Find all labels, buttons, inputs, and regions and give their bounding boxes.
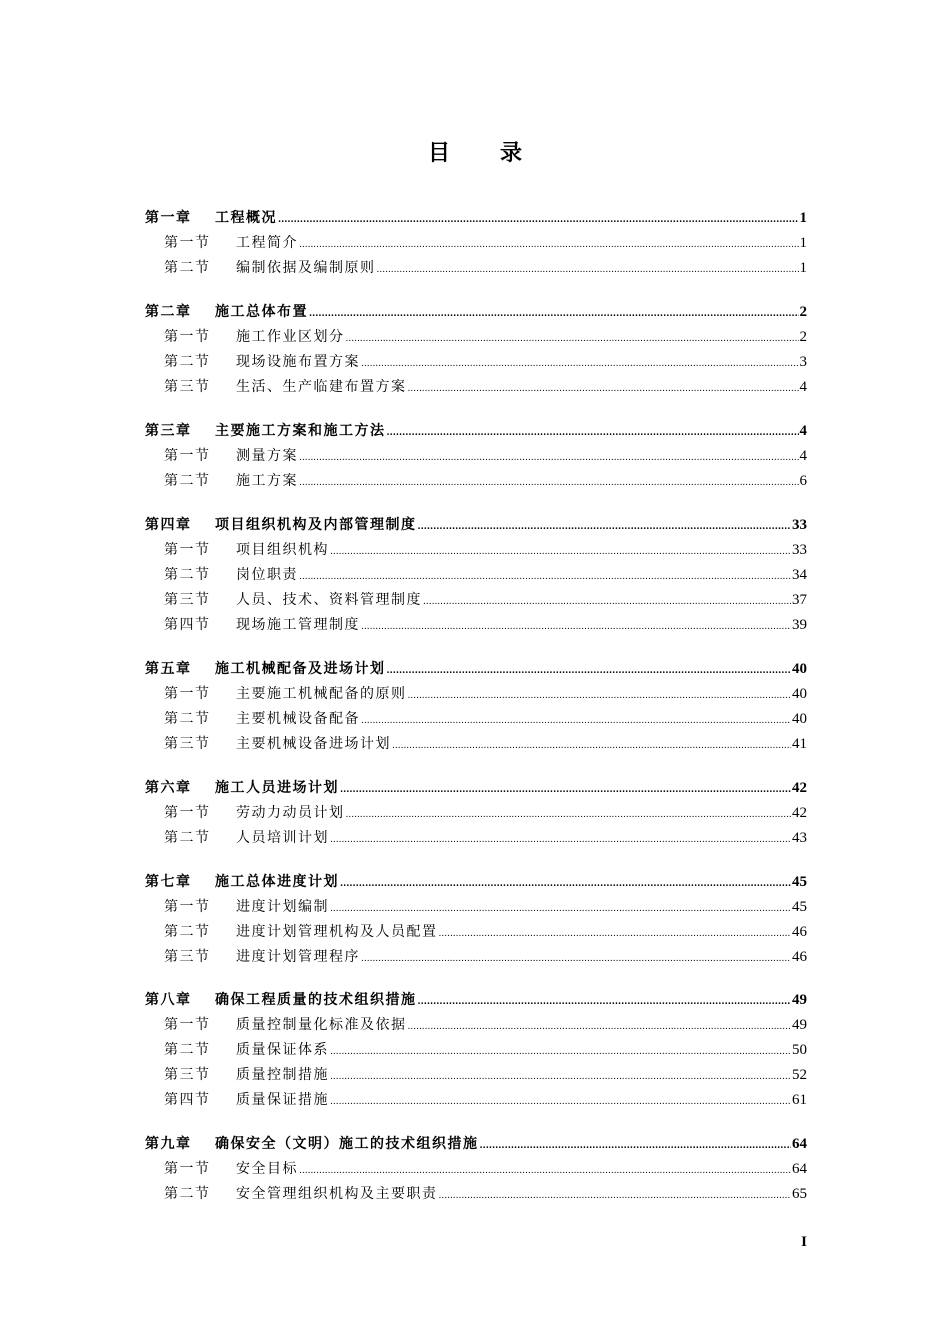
toc-chapter bbox=[145, 206, 807, 281]
section-number: 第一节 bbox=[164, 686, 211, 702]
page-number: 65 bbox=[792, 1186, 807, 1202]
toc-chapter-entry[interactable] bbox=[145, 870, 807, 895]
section-number: 第二节 bbox=[164, 473, 211, 489]
page-number: 64 bbox=[792, 1161, 807, 1177]
section-title: 安全目标 bbox=[236, 1161, 298, 1177]
section-title: 主要机械设备配备 bbox=[236, 711, 360, 727]
dot-leader bbox=[408, 377, 799, 402]
dot-leader bbox=[299, 565, 791, 590]
page-number: 52 bbox=[792, 1067, 807, 1083]
section-number: 第三节 bbox=[164, 379, 211, 395]
page-number: 1 bbox=[799, 235, 807, 251]
dot-leader bbox=[408, 684, 792, 709]
toc-chapter-entry[interactable] bbox=[145, 1132, 807, 1157]
dot-leader bbox=[330, 540, 791, 565]
page-number: 46 bbox=[792, 924, 807, 940]
toc-section-entry[interactable] bbox=[145, 826, 807, 851]
chapter-number: 第九章 bbox=[145, 1136, 192, 1152]
section-title: 质量保证体系 bbox=[236, 1042, 329, 1058]
section-title: 岗位职责 bbox=[236, 567, 298, 583]
chapter-title: 项目组织机构及内部管理制度 bbox=[215, 517, 417, 533]
section-number: 第一节 bbox=[164, 1017, 211, 1033]
page-number: 4 bbox=[799, 423, 807, 439]
page-number: 2 bbox=[799, 329, 807, 345]
section-number: 第二节 bbox=[164, 924, 211, 940]
section-title: 施工方案 bbox=[236, 473, 298, 489]
dot-leader bbox=[387, 659, 792, 684]
page-number: 45 bbox=[792, 899, 807, 915]
dot-leader bbox=[299, 1159, 791, 1184]
dot-leader bbox=[418, 515, 792, 540]
page-number: 42 bbox=[792, 805, 807, 821]
dot-leader bbox=[387, 421, 799, 446]
page-number: 2 bbox=[799, 304, 807, 320]
page-number: 3 bbox=[799, 354, 807, 370]
toc-section-entry[interactable] bbox=[145, 945, 807, 970]
dot-leader bbox=[346, 327, 799, 352]
chapter-title: 施工总体进度计划 bbox=[215, 874, 339, 890]
toc-section-entry[interactable] bbox=[145, 895, 807, 920]
section-title: 劳动力动员计划 bbox=[236, 805, 345, 821]
dot-leader bbox=[299, 233, 799, 258]
dot-leader bbox=[346, 803, 792, 828]
chapter-title: 施工人员进场计划 bbox=[215, 780, 339, 796]
chapter-number: 第二章 bbox=[145, 304, 192, 320]
chapter-number: 第八章 bbox=[145, 992, 192, 1008]
toc-section-entry[interactable] bbox=[145, 801, 807, 826]
chapter-number: 第四章 bbox=[145, 517, 192, 533]
toc-section-entry[interactable] bbox=[145, 1013, 807, 1038]
page-number: 42 bbox=[792, 780, 807, 796]
page-number: 39 bbox=[792, 617, 807, 633]
section-title: 进度计划管理程序 bbox=[236, 949, 360, 965]
toc-chapter bbox=[145, 513, 807, 638]
dot-leader bbox=[330, 1090, 791, 1115]
section-number: 第二节 bbox=[164, 1186, 211, 1202]
dot-leader bbox=[361, 709, 791, 734]
toc-section-entry[interactable] bbox=[145, 613, 807, 638]
dot-leader bbox=[330, 1040, 791, 1065]
toc-chapter-entry[interactable] bbox=[145, 776, 807, 801]
toc-chapter bbox=[145, 419, 807, 494]
section-number: 第四节 bbox=[164, 1092, 211, 1108]
page-title: 目 录 bbox=[427, 140, 536, 166]
toc-section-entry[interactable] bbox=[145, 920, 807, 945]
chapter-title: 确保工程质量的技术组织措施 bbox=[215, 992, 417, 1008]
dot-leader bbox=[418, 990, 792, 1015]
page-number: 49 bbox=[792, 992, 807, 1008]
section-title: 质量控制措施 bbox=[236, 1067, 329, 1083]
page-number: 4 bbox=[799, 448, 807, 464]
toc-section-entry[interactable] bbox=[145, 538, 807, 563]
toc-chapter bbox=[145, 870, 807, 970]
section-title: 人员培训计划 bbox=[236, 830, 329, 846]
chapter-number: 第五章 bbox=[145, 661, 192, 677]
chapter-number: 第七章 bbox=[145, 874, 192, 890]
section-number: 第三节 bbox=[164, 592, 211, 608]
toc-chapter bbox=[145, 300, 807, 400]
chapter-title: 主要施工方案和施工方法 bbox=[215, 423, 386, 439]
section-number: 第二节 bbox=[164, 711, 211, 727]
toc-section-entry[interactable] bbox=[145, 732, 807, 757]
dot-leader bbox=[439, 922, 792, 947]
section-number: 第一节 bbox=[164, 805, 211, 821]
page-number: 41 bbox=[792, 736, 807, 752]
dot-leader bbox=[330, 897, 791, 922]
section-title: 生活、生产临建布置方案 bbox=[236, 379, 407, 395]
section-number: 第一节 bbox=[164, 542, 211, 558]
section-number: 第二节 bbox=[164, 567, 211, 583]
toc-chapter-entry[interactable] bbox=[145, 419, 807, 444]
section-number: 第三节 bbox=[164, 949, 211, 965]
section-number: 第二节 bbox=[164, 830, 211, 846]
toc-chapter-entry[interactable] bbox=[145, 657, 807, 682]
toc-chapter-entry[interactable] bbox=[145, 513, 807, 538]
page-number: 43 bbox=[792, 830, 807, 846]
dot-leader bbox=[309, 302, 799, 327]
toc-section-entry[interactable] bbox=[145, 256, 807, 281]
section-number: 第三节 bbox=[164, 736, 211, 752]
section-title: 安全管理组织机构及主要职责 bbox=[236, 1186, 438, 1202]
toc-chapter-entry[interactable] bbox=[145, 988, 807, 1013]
chapter-title: 工程概况 bbox=[215, 210, 277, 226]
chapter-number: 第三章 bbox=[145, 423, 192, 439]
page-number: 1 bbox=[799, 210, 807, 226]
toc-chapter bbox=[145, 1132, 807, 1207]
page-number: 50 bbox=[792, 1042, 807, 1058]
dot-leader bbox=[361, 615, 791, 640]
dot-leader bbox=[423, 590, 791, 615]
toc-section-entry[interactable] bbox=[145, 563, 807, 588]
dot-leader bbox=[392, 734, 791, 759]
dot-leader bbox=[330, 828, 791, 853]
section-title: 工程简介 bbox=[236, 235, 298, 251]
toc-section-entry[interactable] bbox=[145, 325, 807, 350]
section-title: 主要机械设备进场计划 bbox=[236, 736, 391, 752]
dot-leader bbox=[330, 1065, 791, 1090]
section-number: 第一节 bbox=[164, 448, 211, 464]
section-title: 人员、技术、资料管理制度 bbox=[236, 592, 422, 608]
dot-leader bbox=[361, 947, 791, 972]
toc-section-entry[interactable] bbox=[145, 444, 807, 469]
section-number: 第二节 bbox=[164, 1042, 211, 1058]
toc-section-entry[interactable] bbox=[145, 375, 807, 400]
toc-section-entry[interactable] bbox=[145, 682, 807, 707]
section-number: 第一节 bbox=[164, 235, 211, 251]
page-number: 46 bbox=[792, 949, 807, 965]
dot-leader bbox=[361, 352, 799, 377]
page-number: 1 bbox=[799, 260, 807, 276]
toc-chapter bbox=[145, 776, 807, 851]
section-number: 第一节 bbox=[164, 899, 211, 915]
section-title: 质量控制量化标准及依据 bbox=[236, 1017, 407, 1033]
page-number: 45 bbox=[792, 874, 807, 890]
section-number: 第二节 bbox=[164, 354, 211, 370]
toc-section-entry[interactable] bbox=[145, 1063, 807, 1088]
toc-section-entry[interactable] bbox=[145, 469, 807, 494]
page-number: 40 bbox=[792, 686, 807, 702]
page-number: 40 bbox=[792, 661, 807, 677]
toc-section-entry[interactable] bbox=[145, 350, 807, 375]
chapter-number: 第六章 bbox=[145, 780, 192, 796]
section-title: 编制依据及编制原则 bbox=[236, 260, 376, 276]
section-number: 第一节 bbox=[164, 329, 211, 345]
chapter-number: 第一章 bbox=[145, 210, 192, 226]
section-title: 现场施工管理制度 bbox=[236, 617, 360, 633]
page-number: 49 bbox=[792, 1017, 807, 1033]
toc-section-entry[interactable] bbox=[145, 1088, 807, 1113]
chapter-title: 施工总体布置 bbox=[215, 304, 308, 320]
page-number: 33 bbox=[792, 517, 807, 533]
page-number: 61 bbox=[792, 1092, 807, 1108]
section-title: 施工作业区划分 bbox=[236, 329, 345, 345]
section-number: 第二节 bbox=[164, 260, 211, 276]
page-number: 64 bbox=[792, 1136, 807, 1152]
dot-leader bbox=[278, 208, 799, 233]
dot-leader bbox=[439, 1184, 792, 1209]
dot-leader bbox=[340, 778, 791, 803]
section-number: 第四节 bbox=[164, 617, 211, 633]
chapter-title: 施工机械配备及进场计划 bbox=[215, 661, 386, 677]
toc-chapter-entry[interactable] bbox=[145, 300, 807, 325]
toc-section-entry[interactable] bbox=[145, 1038, 807, 1063]
dot-leader bbox=[340, 872, 791, 897]
page-number: 34 bbox=[792, 567, 807, 583]
toc-chapter bbox=[145, 988, 807, 1113]
toc-section-entry[interactable] bbox=[145, 588, 807, 613]
page-number: 40 bbox=[792, 711, 807, 727]
section-number: 第一节 bbox=[164, 1161, 211, 1177]
toc-section-entry[interactable] bbox=[145, 231, 807, 256]
section-title: 质量保证措施 bbox=[236, 1092, 329, 1108]
toc-section-entry[interactable] bbox=[145, 1157, 807, 1182]
chapter-title: 确保安全（文明）施工的技术组织措施 bbox=[215, 1136, 479, 1152]
section-title: 项目组织机构 bbox=[236, 542, 329, 558]
dot-leader bbox=[377, 258, 799, 283]
toc-chapter-entry[interactable] bbox=[145, 206, 807, 231]
page-number: 4 bbox=[799, 379, 807, 395]
toc-chapter bbox=[145, 657, 807, 757]
page-number: 37 bbox=[792, 592, 807, 608]
section-title: 现场设施布置方案 bbox=[236, 354, 360, 370]
dot-leader bbox=[408, 1015, 792, 1040]
dot-leader bbox=[299, 446, 799, 471]
section-title: 进度计划编制 bbox=[236, 899, 329, 915]
footer-page-number: I bbox=[801, 1234, 807, 1250]
dot-leader bbox=[299, 471, 799, 496]
page-number: 6 bbox=[799, 473, 807, 489]
toc-section-entry[interactable] bbox=[145, 1182, 807, 1207]
page-number: 33 bbox=[792, 542, 807, 558]
section-title: 测量方案 bbox=[236, 448, 298, 464]
section-title: 进度计划管理机构及人员配置 bbox=[236, 924, 438, 940]
section-number: 第三节 bbox=[164, 1067, 211, 1083]
toc-section-entry[interactable] bbox=[145, 707, 807, 732]
dot-leader bbox=[480, 1134, 792, 1159]
section-title: 主要施工机械配备的原则 bbox=[236, 686, 407, 702]
